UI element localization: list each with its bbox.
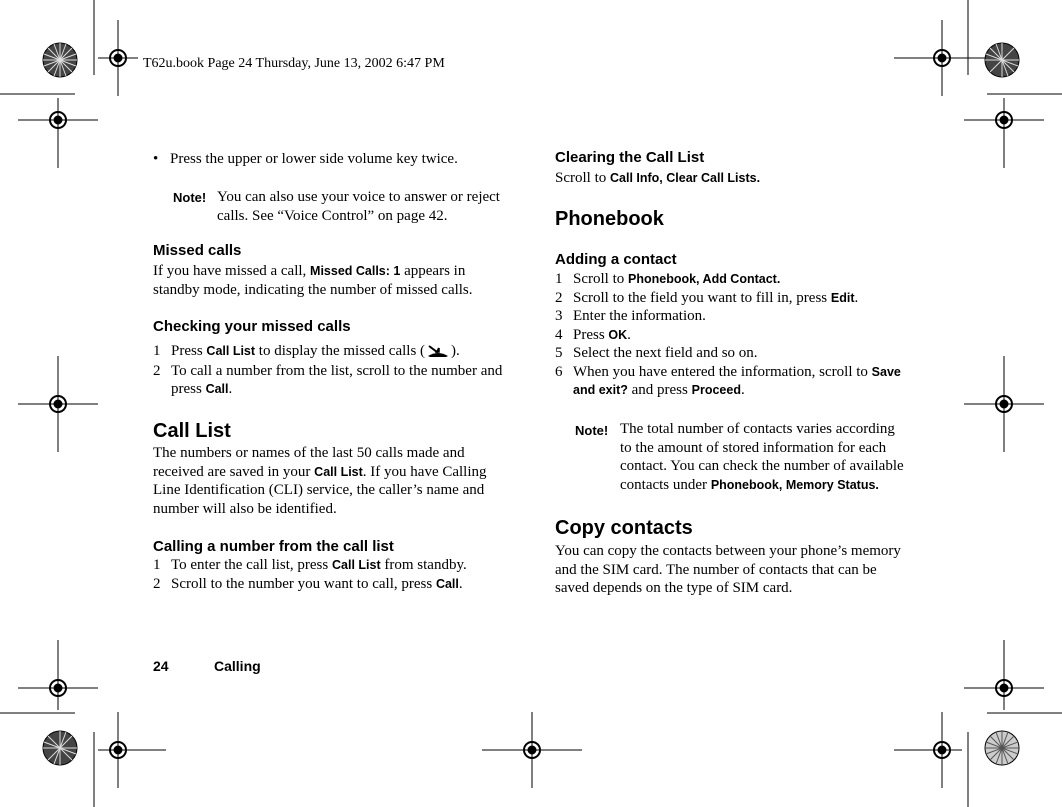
- step-number: 5: [555, 345, 563, 361]
- text: . If you have Calling: [362, 463, 487, 480]
- note-line: contacts under: [620, 476, 711, 493]
- steps-calling: [153, 556, 538, 593]
- step-item-cont: [153, 380, 538, 399]
- text: To call a number from the list, scroll to the number and: [171, 362, 503, 379]
- step-number: 2: [153, 575, 161, 592]
- text: appears in: [400, 263, 466, 279]
- note-line: to the amount of stored information for each: [620, 439, 887, 456]
- heading-call-list: Call List: [153, 420, 231, 442]
- ui-term: Call Info, Clear Call Lists.: [610, 171, 761, 185]
- heading-phonebook: Phonebook: [555, 208, 664, 230]
- step-item: [555, 363, 940, 382]
- step-item: [555, 289, 940, 308]
- steps-adding: [555, 270, 940, 400]
- paragraph-missed: [153, 262, 538, 299]
- note-line: The total number of contacts varies according: [620, 421, 895, 437]
- text: Line Identification (CLI) service, the caller’s name and: [153, 482, 485, 498]
- step-item: [153, 342, 538, 361]
- paragraph-clearing: [555, 169, 940, 188]
- ui-term: Call List: [332, 558, 381, 572]
- text: standby mode, indicating the number of missed calls.: [153, 281, 473, 298]
- page-number: 24: [153, 658, 169, 674]
- steps-checking: [153, 342, 538, 399]
- step-number: 3: [555, 308, 563, 324]
- text: and the SIM card. The number of contacts that can be: [555, 561, 877, 578]
- step-number: 4: [555, 326, 563, 343]
- step-number: 6: [555, 363, 563, 380]
- step-item: [555, 270, 940, 289]
- ui-term: Missed Calls: 1: [310, 264, 401, 278]
- text: When you have entered the information, scroll to: [573, 363, 872, 380]
- heading-checking-missed: Checking your missed calls: [153, 318, 351, 335]
- note-label: Note!: [173, 190, 207, 205]
- step-item: [153, 556, 538, 575]
- step-item: [555, 326, 940, 345]
- text: .: [458, 575, 463, 592]
- bullet-item: • Press the upper or lower side volume key twice.: [153, 151, 458, 167]
- text: ).: [451, 343, 460, 359]
- text: To enter the call list, press: [171, 557, 332, 573]
- header-stamp: T62u.book Page 24 Thursday, June 13, 2002 6:47 PM: [143, 56, 445, 71]
- text: press: [171, 381, 206, 397]
- bullet-text: Press the upper or lower side volume key twice.: [170, 151, 458, 167]
- text: If you have missed a call,: [153, 263, 311, 279]
- heading-adding-contact: Adding a contact: [555, 251, 677, 268]
- ui-term: Call List: [314, 464, 363, 479]
- ui-term: Phonebook, Memory Status.: [710, 477, 879, 492]
- text: The numbers or names of the last 50 calls made and: [153, 445, 465, 461]
- heading-missed-calls: Missed calls: [153, 242, 242, 259]
- text: Scroll to the field you want to fill in, press: [573, 289, 831, 306]
- ui-term: Call List: [206, 344, 256, 358]
- text: and press: [627, 382, 692, 398]
- text: .: [228, 381, 233, 397]
- paragraph-copy: [555, 542, 940, 598]
- ui-term: Call: [435, 576, 459, 591]
- text: Scroll to: [573, 271, 628, 287]
- note-line: contact. You can check the number of available: [620, 458, 904, 474]
- text: Scroll to: [555, 170, 610, 186]
- step-number: 1: [555, 271, 563, 287]
- crosshair-marks: [18, 20, 1044, 788]
- note-box-1: [173, 188, 543, 225]
- text: Enter the information.: [573, 308, 706, 324]
- ui-term: Proceed: [691, 383, 741, 397]
- step-item: [555, 344, 940, 363]
- footer-section: Calling: [214, 658, 261, 674]
- text: saved depends on the type of SIM card.: [555, 580, 793, 596]
- step-item: [153, 575, 538, 594]
- paragraph-call-list: [153, 444, 538, 518]
- step-item: [153, 362, 538, 381]
- text: number will also be identified.: [153, 500, 337, 517]
- note-label: Note!: [575, 423, 609, 438]
- ui-term: Phonebook, Add Contact.: [628, 272, 781, 286]
- note-box-2: [575, 420, 945, 494]
- step-number: 2: [555, 289, 563, 306]
- missed-call-icon: [425, 342, 451, 358]
- ui-term: and exit?: [573, 383, 628, 397]
- step-number: 2: [153, 362, 161, 379]
- text: to display the missed calls (: [255, 343, 426, 359]
- heading-copy-contacts: Copy contacts: [555, 517, 693, 539]
- text: Scroll to the number you want to call, press: [171, 575, 436, 592]
- step-item: [555, 307, 940, 326]
- text: Select the next field and so on.: [573, 345, 758, 361]
- ui-term: OK: [608, 327, 628, 342]
- heading-calling-from-list: Calling a number from the call list: [153, 538, 394, 555]
- text: Press: [171, 343, 207, 359]
- text: from standby.: [380, 557, 467, 573]
- text: Press: [573, 326, 609, 343]
- text: You can copy the contacts between your phone’s memory: [555, 543, 901, 559]
- ui-term: Edit: [830, 290, 855, 305]
- step-item-cont: [555, 381, 940, 400]
- ui-term: Save: [871, 364, 901, 379]
- note-line: You can also use your voice to answer or reject: [217, 189, 500, 205]
- text: .: [740, 382, 745, 398]
- note-line: calls. See “Voice Control” on page 42.: [217, 207, 448, 224]
- text: .: [854, 289, 859, 306]
- step-number: 1: [153, 343, 161, 359]
- ui-term: Call: [205, 382, 229, 396]
- heading-clearing-call-list: Clearing the Call List: [555, 149, 705, 166]
- step-number: 1: [153, 557, 161, 573]
- text: .: [627, 326, 631, 343]
- text: received are saved in your: [153, 463, 315, 480]
